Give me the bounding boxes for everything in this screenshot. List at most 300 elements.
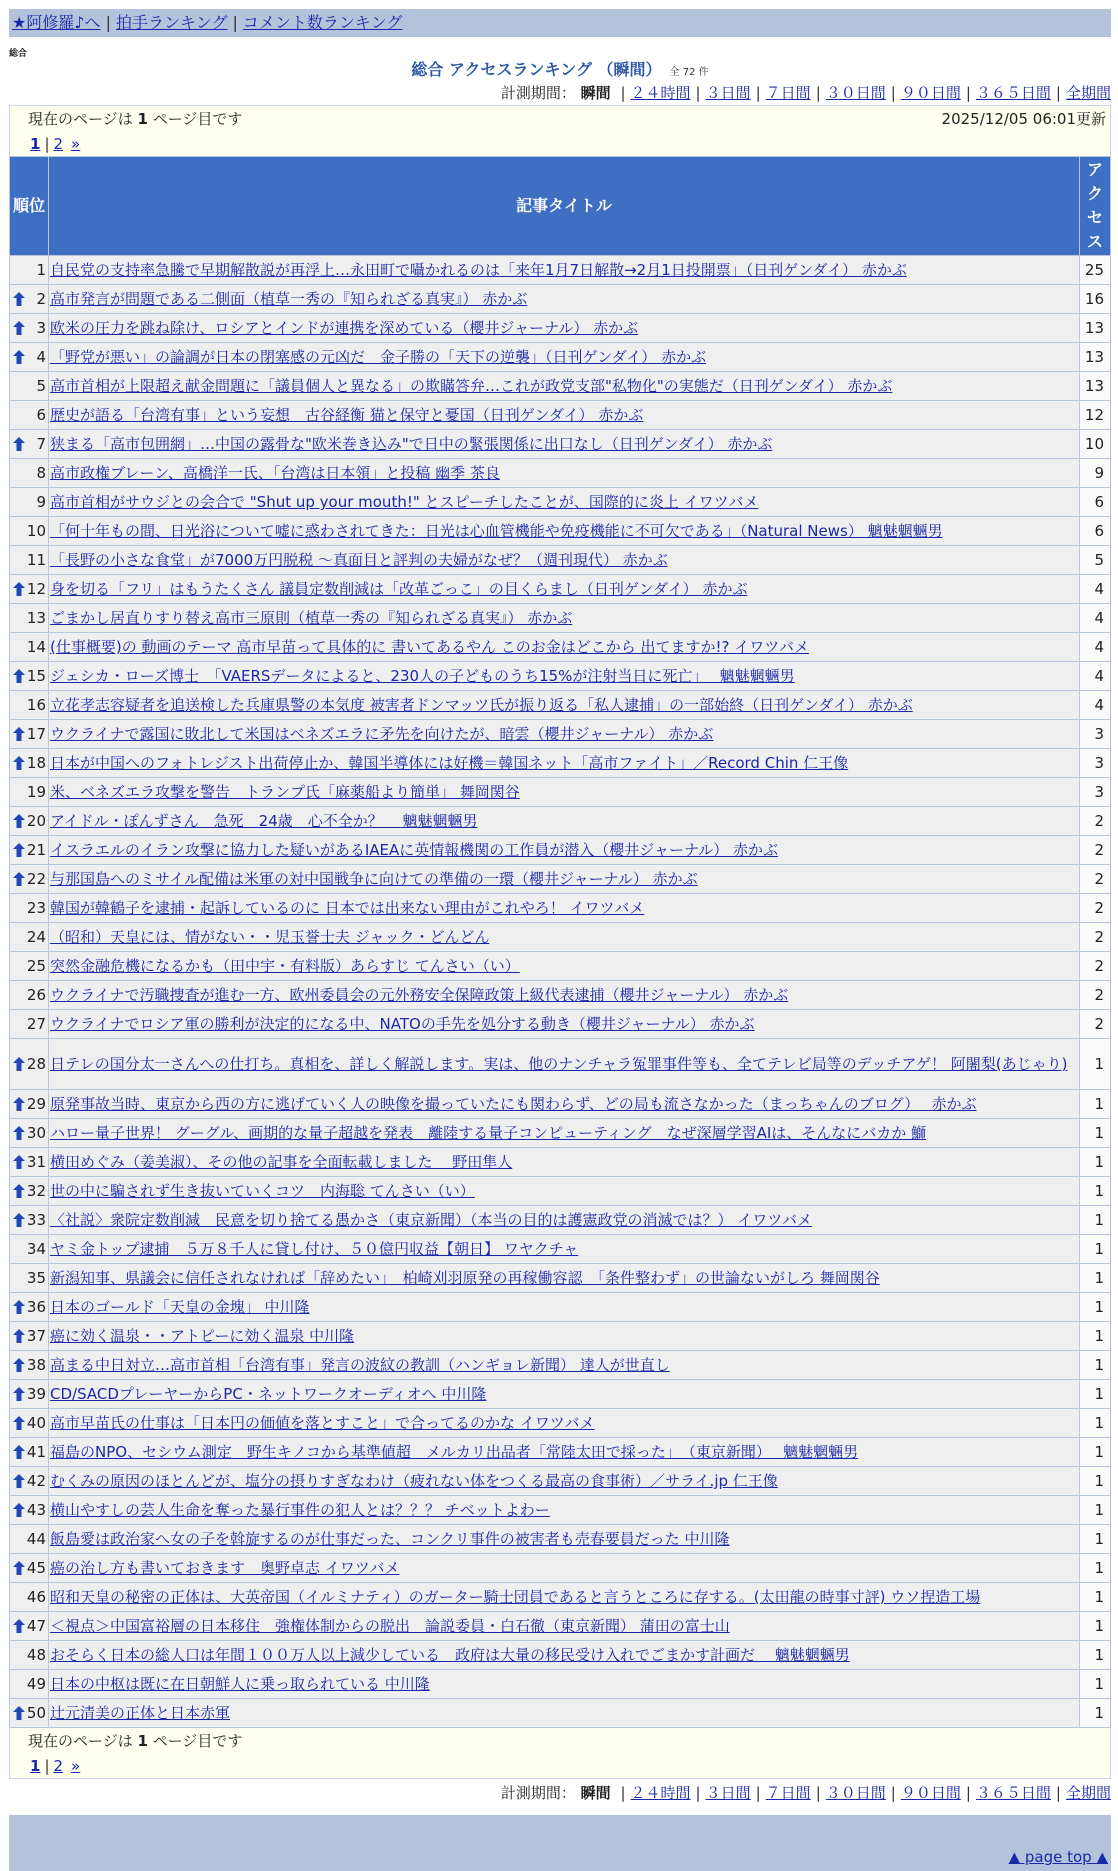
pager-separator: | (44, 135, 50, 153)
table-row (10, 807, 1111, 836)
title-cell (49, 1467, 1080, 1496)
article-title-link[interactable]: 高市発言が問題である二側面（植草一秀の『知られざる真実』） 赤かぶ (50, 290, 528, 308)
rank-number: 20 (26, 812, 46, 830)
rank-cell (10, 981, 49, 1010)
table-row (10, 1583, 1111, 1612)
table-row (10, 749, 1111, 778)
rank-cell (10, 517, 49, 546)
title-cell (49, 285, 1080, 314)
table-row (10, 981, 1111, 1010)
rank-up-arrow-icon (13, 350, 25, 364)
article-title-link[interactable]: 日本が中国へのフォトレジスト出荷停止か、韓国半導体には好機＝韓国ネット「高市ファイト」／Record Chin 仁王像 (50, 754, 849, 772)
access-count: 5 (1080, 546, 1111, 575)
rank-cell (10, 1583, 49, 1612)
period-separator: | (620, 1784, 626, 1802)
article-title-link[interactable]: 高市早苗氏の仕事は「日本円の価値を落とすこと」で合ってるのかな イワツバメ (50, 1414, 595, 1432)
rank-up-arrow-icon (13, 292, 25, 306)
rank-up-arrow-icon (13, 1445, 25, 1459)
rank-number: 9 (36, 493, 46, 511)
rank-up-arrow-icon (13, 1416, 25, 1430)
period-label: 計測期間： (500, 1784, 576, 1802)
access-count: 1 (1080, 1264, 1111, 1293)
pager-page-link[interactable]: 2 (53, 135, 64, 153)
period-current: 瞬間 (580, 84, 611, 102)
rank-cell (10, 865, 49, 894)
article-title-link[interactable]: 昭和天皇の秘密の正体は、大英帝国（イルミナティ）のガーター騎士団員であると言うところに存する。(太田龍の時事寸評) ウソ捏造工場 (50, 1588, 981, 1606)
access-count: 2 (1080, 1010, 1111, 1039)
rank-cell (10, 633, 49, 662)
rank-cell (10, 778, 49, 807)
title-cell (49, 778, 1080, 807)
rank-up-arrow-icon (13, 1387, 25, 1401)
rank-number: 17 (26, 725, 46, 743)
rank-cell (10, 1699, 49, 1728)
article-title-link[interactable]: ハロー量子世界！ グーグル、画期的な量子超越を発表 離陸する量子コンピューティング なぜ深層学習AIは、そんなにバカか 鰤 (50, 1124, 927, 1142)
period-link[interactable]: 全期間 (1065, 84, 1111, 102)
rank-cell (10, 1496, 49, 1525)
header-rank (10, 157, 49, 256)
pager-page-link[interactable]: 1 (30, 1757, 41, 1775)
access-count: 1 (1080, 1119, 1111, 1148)
article-title-link[interactable]: 「長野の小さな食堂」が7000万円脱税 ～真面目と評判の夫婦がなぜ？（週刊現代） 赤かぶ (50, 551, 668, 569)
access-count: 1 (1080, 1467, 1111, 1496)
header-label-part: アク (1086, 160, 1103, 203)
article-title-link[interactable]: 日本の中枢は既に在日朝鮮人に乗っ取られている 中川隆 (50, 1675, 430, 1693)
rank-number: 7 (36, 435, 46, 453)
access-count: 13 (1080, 314, 1111, 343)
clap-ranking-link[interactable]: 拍手ランキング (115, 13, 228, 32)
rank-up-arrow-icon (13, 437, 25, 451)
access-count: 2 (1080, 836, 1111, 865)
table-row (10, 546, 1111, 575)
table-row (10, 517, 1111, 546)
title-cell (49, 952, 1080, 981)
title-cell (49, 546, 1080, 575)
period-separator: | (890, 84, 896, 102)
article-title-link[interactable]: 高市首相がサウジとの会合で "Shut up your mouth!" とスピーチしたことが、国際的に炎上 イワツバメ (50, 493, 759, 511)
title-cell (49, 1409, 1080, 1438)
pager-next-link[interactable]: » (71, 1757, 81, 1775)
home-link[interactable]: ★阿修羅♪へ (12, 13, 101, 32)
rank-number: 37 (26, 1327, 46, 1345)
article-title-link[interactable]: 高市首相が上限超え献金問題に「議員個人と異なる」の欺瞞答弁…これが政党支部"私物化"の実態だ（日刊ゲンダイ） 赤かぶ (50, 377, 893, 395)
top-nav-bar (9, 9, 1111, 37)
article-title-link[interactable]: 韓国が韓鶴子を逮捕・起訴しているのに 日本では出来ない理由がこれやろ！ イワツバメ (50, 899, 645, 917)
rank-number: 50 (26, 1704, 46, 1722)
rank-number: 41 (26, 1443, 46, 1461)
period-link[interactable]: ３０日間 (825, 84, 886, 102)
article-title-link[interactable]: むくみの原因のほとんどが、塩分の摂りすぎなわけ（疲れない体をつくる最高の食事術）／サライ.jp 仁王像 (50, 1472, 778, 1490)
access-count: 1 (1080, 1496, 1111, 1525)
total-count: 全 72 件 (669, 67, 709, 78)
header-access (1080, 157, 1111, 256)
access-count: 1 (1080, 1206, 1111, 1235)
access-count: 1 (1080, 1438, 1111, 1467)
footer-bar (9, 1815, 1111, 1843)
title-cell (49, 1438, 1080, 1467)
article-title-link[interactable]: ジェシカ・ローズ博士 「VAERSデータによると、230人の子どものうち15%が注射当日に死亡」 魑魅魍魎男 (50, 667, 795, 685)
article-title-link[interactable]: 突然金融危機になるかも（田中宇・有料版）あらすじ てんさい（い） (50, 957, 520, 975)
table-row (10, 256, 1111, 285)
rank-up-arrow-icon (13, 756, 25, 770)
header-label-part: セス (1086, 208, 1103, 251)
table-row (10, 459, 1111, 488)
table-row (10, 720, 1111, 749)
title-cell (49, 633, 1080, 662)
period-link[interactable]: 全期間 (1065, 1784, 1111, 1802)
access-count: 25 (1080, 256, 1111, 285)
access-count: 1 (1080, 1554, 1111, 1583)
nav-separator: | (105, 13, 111, 32)
access-count: 1 (1080, 1641, 1111, 1670)
access-count: 1 (1080, 1177, 1111, 1206)
article-title-link[interactable]: 日テレの国分太一さんへの仕打ち。真相を、詳しく解説します。実は、他のナンチャラ冤罪事件等も、全てテレビ局等のデッチアゲ！ 阿闍梨(あじゃり) (50, 1055, 1068, 1073)
title-cell (49, 836, 1080, 865)
article-title-link[interactable]: 高市政権ブレーン、高橋洋一氏、「台湾は日本領」と投稿 幽季 茶良 (50, 464, 500, 482)
rank-cell (10, 1467, 49, 1496)
article-title-link[interactable]: 日本のゴールド「天皇の金塊」 中川隆 (50, 1298, 310, 1316)
access-count: 4 (1080, 633, 1111, 662)
period-link[interactable]: ３６５日間 (975, 1784, 1051, 1802)
article-title-link[interactable]: 飯島愛は政治家へ女の子を斡旋するのが仕事だった、コンクリ事件の被害者も売春要員だった 中川隆 (50, 1530, 730, 1548)
access-count: 1 (1080, 1235, 1111, 1264)
rank-number: 47 (26, 1617, 46, 1635)
article-title-link[interactable]: 世の中に騙されず生き抜いていくコツ 内海聡 てんさい（い） (50, 1182, 475, 1200)
article-title-link[interactable]: 与那国島へのミサイル配備は米軍の対中国戦争に向けての準備の一環（櫻井ジャーナル） 赤かぶ (50, 870, 698, 888)
article-title-link[interactable]: ウクライナで露国に敗北して米国はベネズエラに矛先を向けたが、暗雲（櫻井ジャーナル） 赤かぶ (50, 725, 714, 743)
title-cell (49, 1670, 1080, 1699)
title-cell (49, 894, 1080, 923)
rank-number: 14 (26, 638, 46, 656)
access-count: 3 (1080, 749, 1111, 778)
page-title-row (9, 59, 1111, 81)
title-cell (49, 314, 1080, 343)
table-row (10, 691, 1111, 720)
rank-up-arrow-icon (13, 1329, 25, 1343)
access-count: 1 (1080, 1583, 1111, 1612)
comment-ranking-link[interactable]: コメント数ランキング (242, 13, 403, 32)
table-row (10, 778, 1111, 807)
access-count: 1 (1080, 1039, 1111, 1090)
article-title-link[interactable]: 辻元清美の正体と日本赤軍 (50, 1704, 231, 1722)
pager-separator: | (44, 1757, 50, 1775)
article-title-link[interactable]: ごまかし居直りすり替え高市三原則（植草一秀の『知られざる真実』） 赤かぶ (50, 609, 573, 627)
page-info-prefix: 現在のページは (28, 110, 138, 128)
rank-cell (10, 1554, 49, 1583)
rank-cell (10, 1380, 49, 1409)
rank-up-arrow-icon (13, 843, 25, 857)
rank-number: 36 (26, 1298, 46, 1316)
article-title-link[interactable]: 「野党が悪い」の論調が日本の閉塞感の元凶だ 金子勝の「天下の逆襲」（日刊ゲンダイ） 赤かぶ (50, 348, 707, 366)
access-count: 1 (1080, 1699, 1111, 1728)
period-separator: | (695, 84, 701, 102)
rank-cell (10, 372, 49, 401)
rank-number: 11 (26, 551, 46, 569)
period-separator: | (695, 1784, 701, 1802)
rank-up-arrow-icon (13, 669, 25, 683)
title-cell (49, 1177, 1080, 1206)
article-title-link[interactable]: 狭まる「高市包囲網」…中国の露骨な"欧米巻き込み"で日中の緊張関係に出口なし（日刊ゲンダイ） 赤かぶ (50, 435, 773, 453)
title-cell (49, 1380, 1080, 1409)
rank-cell (10, 1148, 49, 1177)
table-row (10, 430, 1111, 459)
access-count: 2 (1080, 807, 1111, 836)
rank-cell (10, 401, 49, 430)
access-count: 13 (1080, 372, 1111, 401)
rank-number: 34 (26, 1240, 46, 1258)
page-top-link[interactable]: ▲ page top ▲ (1008, 1848, 1108, 1866)
article-title-link[interactable]: （昭和）天皇には、情がない・・児玉誉士夫 ジャック・どんどん (50, 928, 490, 946)
rank-number: 10 (26, 522, 46, 540)
access-count: 2 (1080, 952, 1111, 981)
access-count: 4 (1080, 575, 1111, 604)
rank-number: 19 (26, 783, 46, 801)
table-row (10, 488, 1111, 517)
title-cell (49, 430, 1080, 459)
period-separator: | (815, 1784, 821, 1802)
table-row (10, 1322, 1111, 1351)
article-title-link[interactable]: (仕事概要)の 動画のテーマ 高市早苗って具体的に 書いてあるやん このお金はどこから 出てますか!? イワツバメ (50, 638, 809, 656)
rank-cell (10, 575, 49, 604)
title-cell (49, 1090, 1080, 1119)
table-row (10, 633, 1111, 662)
access-count: 1 (1080, 1351, 1111, 1380)
period-links (615, 84, 1111, 102)
rank-number: 6 (36, 406, 46, 424)
table-row (10, 1612, 1111, 1641)
rank-cell (10, 749, 49, 778)
rank-up-arrow-icon (13, 582, 25, 596)
article-title-link[interactable]: ウクライナでロシア軍の勝利が決定的になる中、NATOの手先を処分する動き（櫻井ジャーナル） 赤かぶ (50, 1015, 755, 1033)
rank-number: 39 (26, 1385, 46, 1403)
title-cell (49, 488, 1080, 517)
rank-cell (10, 1264, 49, 1293)
table-row (10, 1177, 1111, 1206)
table-row (10, 1010, 1111, 1039)
rank-cell (10, 1119, 49, 1148)
table-row (10, 285, 1111, 314)
article-title-link[interactable]: 高まる中日対立…高市首相「台湾有事」発言の波紋の教訓（ハンギョレ新聞） 達人が世直し (50, 1356, 670, 1374)
title-cell (49, 865, 1080, 894)
pager-page-link[interactable]: 2 (53, 1757, 64, 1775)
access-count: 1 (1080, 1148, 1111, 1177)
period-link[interactable]: ３０日間 (825, 1784, 886, 1802)
article-title-link[interactable]: CD/SACDプレーヤーからPC・ネットワークオーディオへ 中川隆 (50, 1385, 487, 1403)
period-link[interactable]: ９０日間 (900, 84, 961, 102)
article-title-link[interactable]: 米、ベネズエラ攻撃を警告 トランプ氏「麻薬船より簡単」 舞岡関谷 (50, 783, 520, 801)
rank-cell (10, 459, 49, 488)
table-row (10, 1438, 1111, 1467)
title-cell (49, 1119, 1080, 1148)
rank-cell (10, 662, 49, 691)
rank-cell (10, 1409, 49, 1438)
access-count: 10 (1080, 430, 1111, 459)
rank-number: 42 (26, 1472, 46, 1490)
access-count: 13 (1080, 343, 1111, 372)
rank-up-arrow-icon (13, 1057, 25, 1071)
article-title-link[interactable]: 身を切る「フリ」はもうたくさん 議員定数削減は「改革ごっこ」の目くらまし（日刊ゲンダイ） 赤かぶ (50, 580, 748, 598)
rank-number: 48 (26, 1646, 46, 1664)
article-title-link[interactable]: ＜視点＞中国富裕層の日本移住 強権体制からの脱出 論説委員・白石徹（東京新聞） 蒲田の富士山 (50, 1617, 730, 1635)
rank-number: 21 (26, 841, 46, 859)
title-cell (49, 662, 1080, 691)
title-cell (49, 1206, 1080, 1235)
title-cell (49, 1293, 1080, 1322)
table-header-row (10, 157, 1111, 256)
period-separator: | (815, 84, 821, 102)
rank-number: 1 (36, 261, 46, 279)
period-link[interactable]: ２４時間 (630, 1784, 691, 1802)
rank-number: 16 (26, 696, 46, 714)
article-title-link[interactable]: アイドル・ぽんずさん 急死 24歳 心不全か？ 魑魅魍魎男 (50, 812, 478, 830)
rank-number: 13 (26, 609, 46, 627)
article-title-link[interactable]: 新潟知事、県議会に信任されなければ「辞めたい」 柏崎刈羽原発の再稼働容認 「条件整わず」の世論ないがしろ 舞岡関谷 (50, 1269, 880, 1287)
table-row (10, 1148, 1111, 1177)
access-count: 1 (1080, 1380, 1111, 1409)
table-row (10, 923, 1111, 952)
pager-page-link[interactable]: 1 (30, 135, 41, 153)
period-link[interactable]: ３日間 (705, 84, 751, 102)
title-cell (49, 372, 1080, 401)
table-row (10, 1351, 1111, 1380)
rank-up-arrow-icon (13, 1561, 25, 1575)
table-row (10, 401, 1111, 430)
title-cell (49, 1583, 1080, 1612)
rank-cell (10, 720, 49, 749)
table-row (10, 1235, 1111, 1264)
rank-number: 2 (36, 290, 46, 308)
article-title-link[interactable]: 原発事故当時、東京から西の方に逃げていく人の映像を撮っていたにも関わらず、どの局も流さなかった（まっちゃんのブログ） 赤かぶ (50, 1095, 977, 1113)
rank-cell (10, 836, 49, 865)
table-row (10, 1206, 1111, 1235)
article-title-link[interactable]: おそらく日本の総人口は年間１００万人以上減少している 政府は大量の移民受け入れでごまかす計画だ 魑魅魍魎男 (50, 1646, 850, 1664)
rank-number: 15 (26, 667, 46, 685)
access-count: 2 (1080, 923, 1111, 952)
title-cell (49, 1641, 1080, 1670)
rank-up-arrow-icon (13, 814, 25, 828)
title-cell (49, 1496, 1080, 1525)
rank-cell (10, 1438, 49, 1467)
article-title-link[interactable]: イスラエルのイラン攻撃に協力した疑いがあるIAEAに英情報機関の工作員が潜入（櫻井ジャーナル） 赤かぶ (50, 841, 778, 859)
article-title-link[interactable]: 癌に効く温泉・・アトピーに効く温泉 中川隆 (50, 1327, 355, 1345)
page-info-bottom (9, 1728, 1111, 1779)
page-info-prefix: 現在のページは (28, 1732, 138, 1750)
access-count: 6 (1080, 488, 1111, 517)
rank-number: 4 (36, 348, 46, 366)
rank-number: 32 (26, 1182, 46, 1200)
period-link[interactable]: ３日間 (705, 1784, 751, 1802)
nav-separator: | (232, 13, 238, 32)
rank-cell (10, 691, 49, 720)
title-cell (49, 720, 1080, 749)
rank-number: 25 (26, 957, 46, 975)
title-cell (49, 343, 1080, 372)
title-cell (49, 923, 1080, 952)
rank-cell (10, 256, 49, 285)
article-title-link[interactable]: 立花孝志容疑者を追送検した兵庫県警の本気度 被害者ドンマッツ氏が振り返る「私人逮捕」の一部始終（日刊ゲンダイ） 赤かぶ (50, 696, 913, 714)
rank-number: 26 (26, 986, 46, 1004)
period-link[interactable]: ２４時間 (630, 84, 691, 102)
period-links (615, 1784, 1111, 1802)
table-row (10, 662, 1111, 691)
table-row (10, 575, 1111, 604)
article-title-link[interactable]: 癌の治し方も書いておきます 奥野卓志 イワツバメ (50, 1559, 400, 1577)
access-count: 12 (1080, 401, 1111, 430)
table-row (10, 836, 1111, 865)
access-count: 3 (1080, 720, 1111, 749)
page-info-suffix: ページ目です (147, 1732, 243, 1750)
period-link[interactable]: ７日間 (765, 1784, 811, 1802)
period-link[interactable]: ３６５日間 (975, 84, 1051, 102)
rank-up-arrow-icon (13, 321, 25, 335)
table-row (10, 1119, 1111, 1148)
rank-number: 44 (26, 1530, 46, 1548)
table-row (10, 952, 1111, 981)
access-count: 4 (1080, 604, 1111, 633)
access-count: 2 (1080, 894, 1111, 923)
rank-cell (10, 285, 49, 314)
pager-next-link[interactable]: » (71, 135, 81, 153)
article-title-link[interactable]: 自民党の支持率急騰で早期解散説が再浮上…永田町で囁かれるのは「来年1月7日解散→2月1日投開票」（日刊ゲンダイ） 赤かぶ (50, 261, 907, 279)
article-title-link[interactable]: 〈社説〉衆院定数削減 民意を切り捨てる愚かさ（東京新聞）（本当の目的は護憲政党の消滅では？） イワツバメ (50, 1211, 812, 1229)
rank-cell (10, 894, 49, 923)
rank-up-arrow-icon (13, 1619, 25, 1633)
article-title-link[interactable]: 福島のNPO、セシウム測定 野生キノコから基準値超 メルカリ出品者「常陸太田で採った」 （東京新聞） 魑魅魍魎男 (50, 1443, 859, 1461)
rank-number: 24 (26, 928, 46, 946)
rank-cell (10, 343, 49, 372)
rank-cell (10, 952, 49, 981)
title-cell (49, 1264, 1080, 1293)
rank-cell (10, 1612, 49, 1641)
access-count: 3 (1080, 778, 1111, 807)
rank-number: 27 (26, 1015, 46, 1033)
article-title-link[interactable]: ヤミ金トップ逮捕 ５万８千人に貸し付け、５０億円収益【朝日】 ワヤクチャ (50, 1240, 579, 1258)
period-separator: | (755, 1784, 761, 1802)
period-link[interactable]: ９０日間 (900, 1784, 961, 1802)
table-row (10, 1293, 1111, 1322)
article-title-link[interactable]: 横田めぐみ（姜美淑）、その他の記事を全面転載しました 野田隼人 (50, 1153, 513, 1171)
period-separator: | (965, 84, 971, 102)
article-title-link[interactable]: 「何十年もの間、日光浴について嘘に惑わされてきた：日光は心血管機能や免疫機能に不可欠である」（Natural News） 魑魅魍魎男 (50, 522, 943, 540)
rank-up-arrow-icon (13, 872, 25, 886)
rank-number: 3 (36, 319, 46, 337)
rank-up-arrow-icon (13, 1706, 25, 1720)
rank-cell (10, 1293, 49, 1322)
rank-number: 35 (26, 1269, 46, 1287)
header-title: 記事タイトル (49, 157, 1080, 256)
period-link[interactable]: ７日間 (765, 84, 811, 102)
table-row (10, 1699, 1111, 1728)
access-count: 1 (1080, 1612, 1111, 1641)
access-count: 1 (1080, 1293, 1111, 1322)
rank-number: 49 (26, 1675, 46, 1693)
rank-cell (10, 1010, 49, 1039)
title-cell (49, 1351, 1080, 1380)
rank-cell (10, 314, 49, 343)
title-cell (49, 1554, 1080, 1583)
rank-cell (10, 807, 49, 836)
table-row (10, 1554, 1111, 1583)
page-info-suffix: ページ目です (147, 110, 243, 128)
title-cell (49, 1235, 1080, 1264)
article-title-link[interactable]: 横山やすしの芸人生命を奪った暴行事件の犯人とは？？？ チベットよわー (50, 1501, 550, 1519)
title-cell (49, 517, 1080, 546)
rank-cell (10, 1090, 49, 1119)
article-title-link[interactable]: ウクライナで汚職捜査が進む一方、欧州委員会の元外務安全保障政策上級代表逮捕（櫻井ジャーナル） 赤かぶ (50, 986, 789, 1004)
access-count: 2 (1080, 981, 1111, 1010)
article-title-link[interactable]: 欧米の圧力を跳ね除け、ロシアとインドが連携を深めている（櫻井ジャーナル） 赤かぶ (50, 319, 639, 337)
article-title-link[interactable]: 歴史が語る「台湾有事」という妄想 古谷経衡 猫と保守と憂国（日刊ゲンダイ） 赤かぶ (50, 406, 644, 424)
